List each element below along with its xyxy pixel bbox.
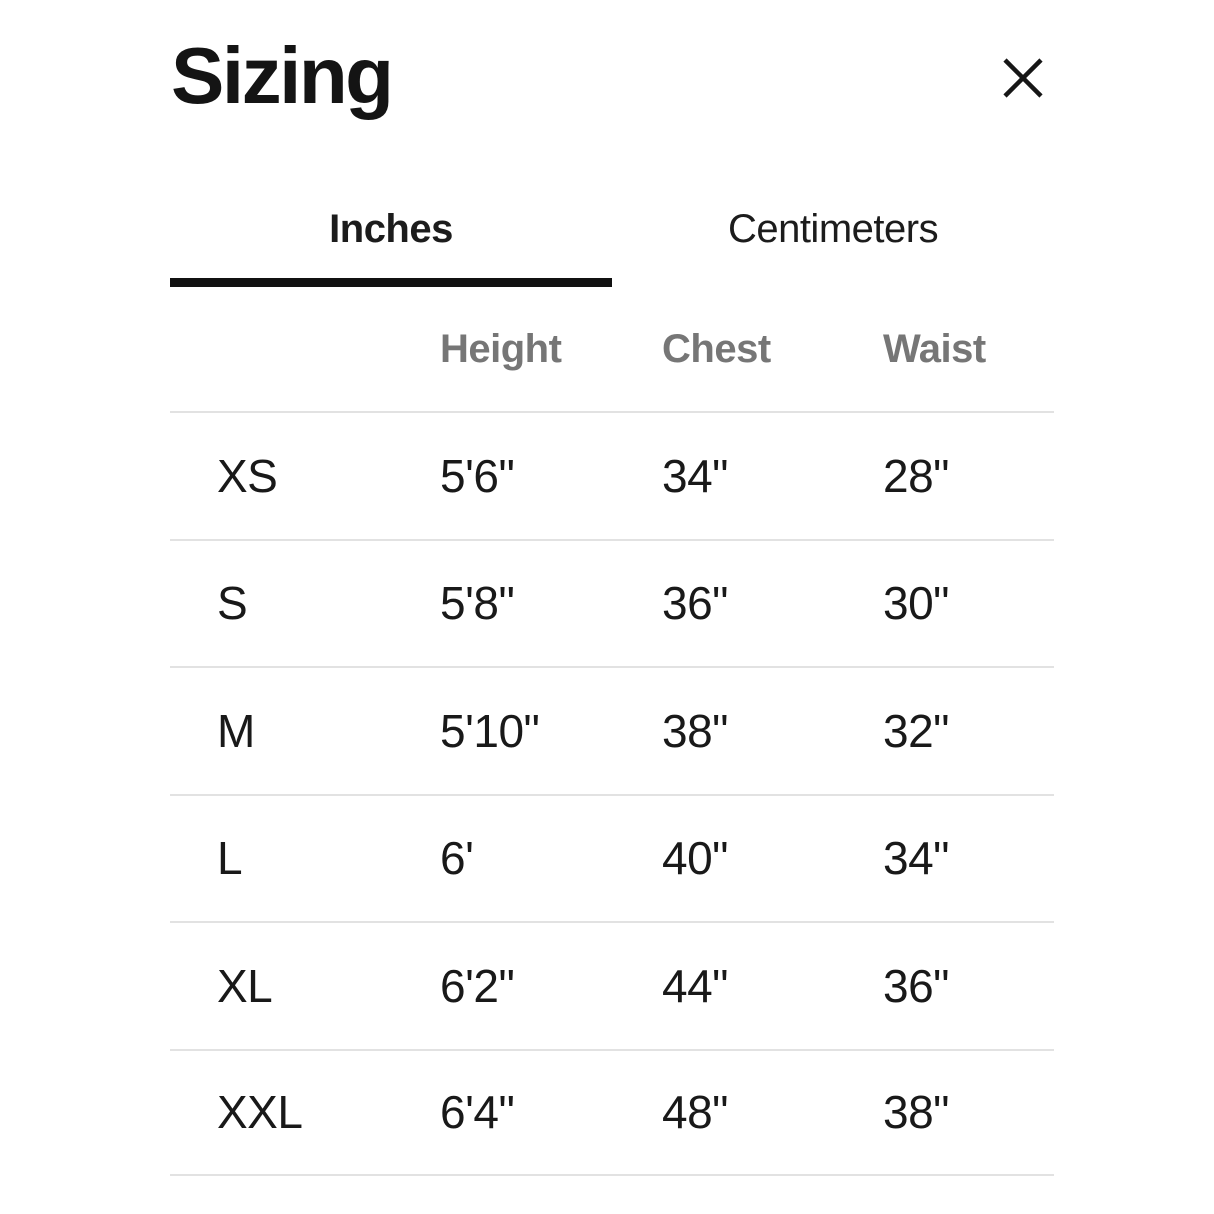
tab-inches-label: Inches [329, 206, 453, 251]
close-icon [1002, 57, 1044, 102]
table-row-xxl [170, 1049, 1054, 1177]
height-cell: 5'10" [440, 704, 540, 757]
height-cell: 6' [440, 832, 474, 885]
waist-cell: 28" [883, 449, 949, 502]
chest-cell: 44" [662, 959, 728, 1012]
size-cell: XS [217, 449, 278, 502]
chest-cell: 38" [662, 704, 728, 757]
height-cell: 6'2" [440, 959, 515, 1012]
height-cell: 5'8" [440, 577, 515, 630]
close-button[interactable] [992, 48, 1054, 110]
table-header-row [170, 287, 1054, 411]
size-cell: M [217, 704, 255, 757]
size-cell: L [217, 832, 243, 885]
col-header-waist: Waist [883, 327, 986, 371]
waist-cell: 30" [883, 577, 949, 630]
height-cell: 5'6" [440, 449, 515, 502]
waist-cell: 34" [883, 832, 949, 885]
height-cell: 6'4" [440, 1086, 515, 1139]
table-row-xs [170, 411, 1054, 539]
table-row-m [170, 666, 1054, 794]
tab-centimeters[interactable] [612, 180, 1054, 287]
tab-inches[interactable] [170, 180, 612, 287]
chest-cell: 48" [662, 1086, 728, 1139]
table-row-xl [170, 921, 1054, 1049]
col-header-chest: Chest [662, 327, 771, 371]
page-title: Sizing [171, 31, 392, 120]
table-row-l [170, 794, 1054, 922]
size-cell: XL [217, 959, 273, 1012]
unit-tabs [170, 180, 1054, 287]
waist-cell: 38" [883, 1086, 949, 1139]
size-table [170, 287, 1054, 1176]
waist-cell: 32" [883, 704, 949, 757]
size-cell: XXL [217, 1086, 303, 1139]
chest-cell: 36" [662, 577, 728, 630]
col-header-height: Height [440, 327, 562, 371]
tab-centimeters-label: Centimeters [727, 206, 939, 251]
table-row-s [170, 539, 1054, 667]
size-cell: S [217, 577, 248, 630]
chest-cell: 40" [662, 832, 728, 885]
chest-cell: 34" [662, 449, 728, 502]
waist-cell: 36" [883, 959, 949, 1012]
